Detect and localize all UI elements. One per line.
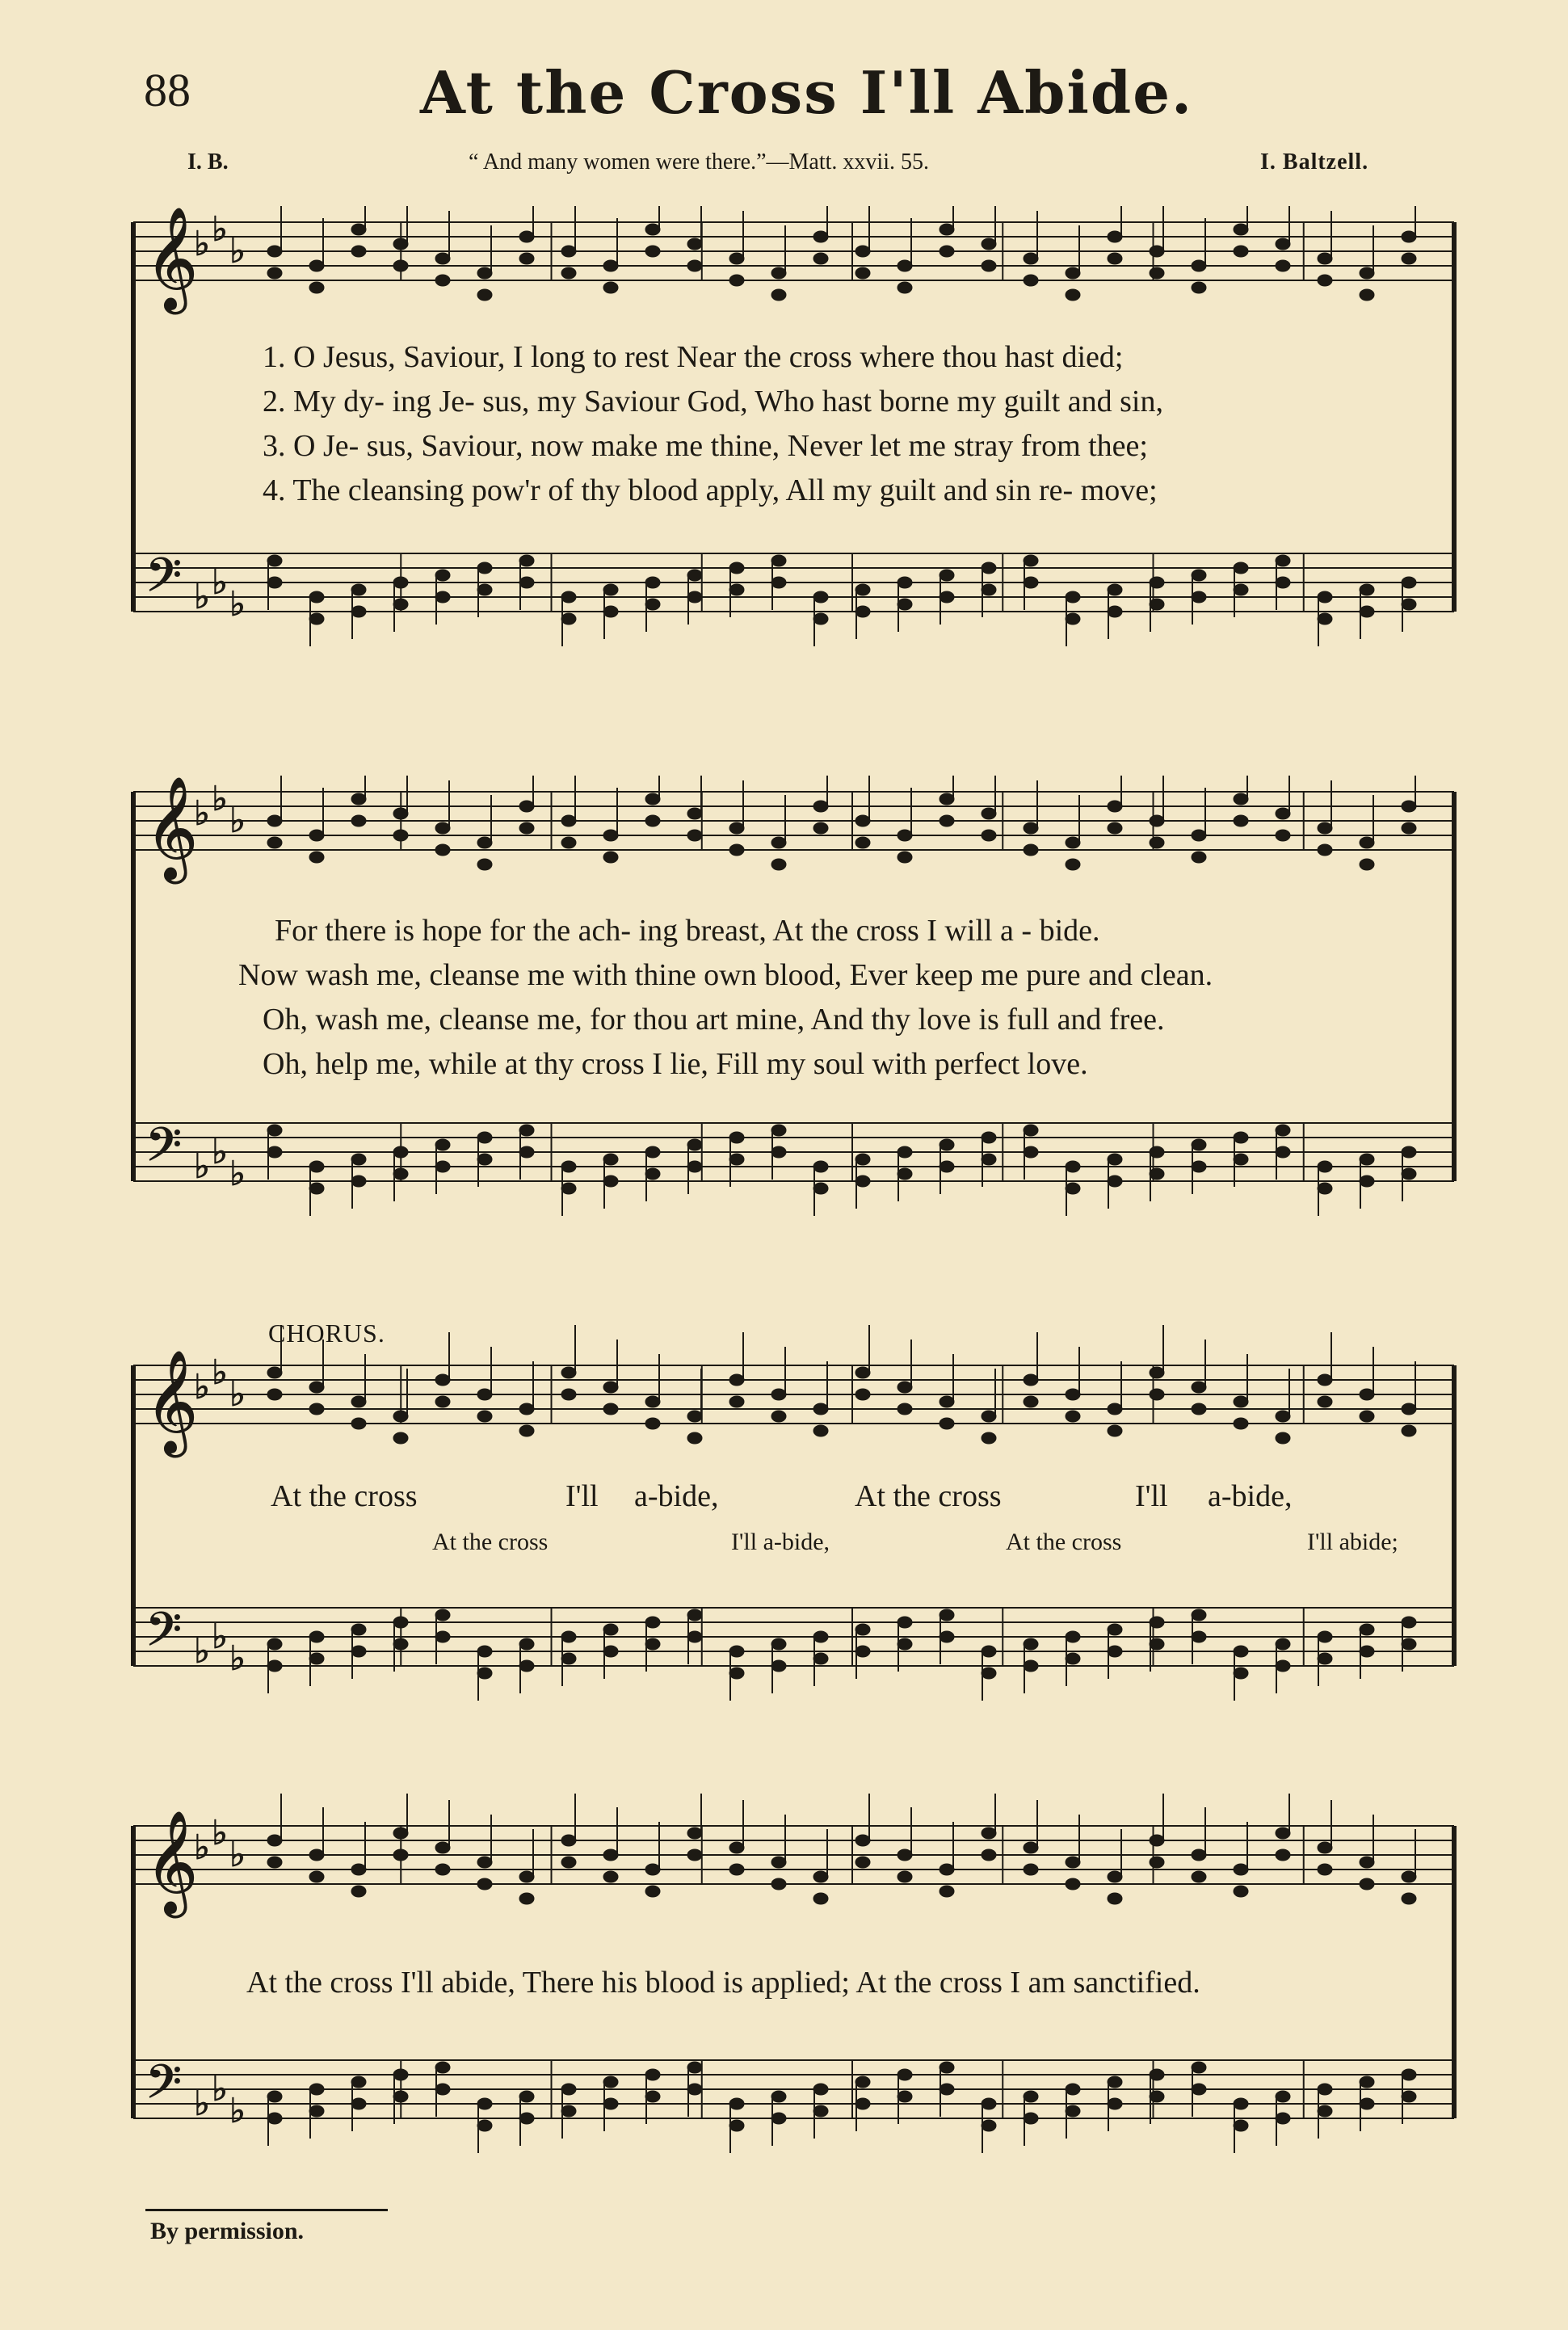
music-system-1 [113,206,1470,658]
page-number: 88 [144,64,191,116]
permission-note: By permission. [150,2218,305,2244]
svg-text:♭: ♭ [212,1352,228,1392]
svg-text:𝄢: 𝄢 [145,1602,183,1668]
chorus-word-2: I'll [565,1479,599,1513]
svg-text:♭: ♭ [194,1631,210,1671]
svg-text:𝄞: 𝄞 [145,1810,199,1913]
svg-text:♭: ♭ [212,1132,228,1171]
hymn-title: At the Cross I'll Abide. [420,58,1194,127]
svg-text:♭: ♭ [212,562,228,602]
verse-2-line-1: 2. My dy- ing Je- sus, my Saviour God, Who hast borne my guilt and sin, [263,385,1163,418]
verse-4-line-2: Oh, help me, while at thy cross I lie, Fill my soul with perfect love. [263,1047,1088,1081]
scripture-reference: “ And many women were there.”—Matt. xxvii. 55. [469,149,929,175]
verse-3-line-2: Oh, wash me, cleanse me, for thou art mine, And thy love is full and free. [263,1003,1165,1037]
chorus-label: CHORUS. [268,1319,385,1348]
svg-text:♭: ♭ [229,231,246,271]
svg-text:♭: ♭ [194,2084,210,2123]
svg-text:♭: ♭ [194,1827,210,1867]
svg-text:♭: ♭ [212,1813,228,1853]
svg-text:♭: ♭ [212,209,228,249]
chorus-line-2: At the cross I'll abide, There his blood is applied; At the cross I am sanctified. [246,1966,1200,2000]
svg-text:♭: ♭ [229,584,246,624]
svg-text:𝄞: 𝄞 [145,206,199,309]
chorus-word-3: a-bide, [634,1479,719,1513]
composer-name: I. Baltzell. [1260,149,1369,175]
chorus-echo-4: I'll abide; [1307,1529,1398,1555]
verse-2-line-2: Now wash me, cleanse me with thine own blood, Ever keep me pure and clean. [238,958,1213,992]
music-system-3-chorus [113,1319,1470,1713]
svg-text:♭: ♭ [229,2091,246,2130]
svg-text:♭: ♭ [194,1146,210,1186]
author-initials: I. B. [187,149,229,175]
svg-text:♭: ♭ [229,1154,246,1193]
svg-text:♭: ♭ [229,1638,246,1678]
music-system-4 [113,1794,1470,2181]
svg-text:♭: ♭ [194,1367,210,1407]
svg-text:♭: ♭ [229,1374,246,1414]
staff-lines [133,776,1454,1216]
svg-text:𝄢: 𝄢 [145,548,183,614]
chorus-echo-3: At the cross [1006,1529,1122,1555]
verse-1-line-1: 1. O Jesus, Saviour, I long to rest Near the cross where thou hast died; [263,340,1124,374]
svg-text:♭: ♭ [229,1835,246,1874]
staff-lines [133,206,1454,646]
chorus-echo-1: At the cross [432,1529,549,1555]
svg-text:♭: ♭ [194,793,210,833]
svg-text:♭: ♭ [229,801,246,840]
chorus-word-5: I'll [1135,1479,1168,1513]
chorus-word-6: a-bide, [1208,1479,1293,1513]
svg-text:𝄞: 𝄞 [145,1349,199,1453]
svg-text:♭: ♭ [212,779,228,818]
chorus-echo-2: I'll a-bide, [731,1529,830,1555]
chorus-word-1: At the cross [271,1479,418,1513]
svg-text:♭: ♭ [194,224,210,263]
staff-drawing-3 [113,1325,1470,1713]
chorus-word-4: At the cross [855,1479,1002,1513]
svg-text:♭: ♭ [212,1617,228,1656]
music-system-2 [113,776,1470,1228]
svg-text:♭: ♭ [212,2069,228,2109]
svg-text:𝄞: 𝄞 [145,776,199,879]
verse-4-line-1: 4. The cleansing pow'r of thy blood apply, All my guilt and sin re- move; [263,473,1158,507]
verse-1-line-2: For there is hope for the ach- ing breast, At the cross I will a - bide. [275,914,1100,948]
footer-rule [145,2209,388,2211]
svg-text:𝄢: 𝄢 [145,1117,183,1184]
verse-3-line-1: 3. O Je- sus, Saviour, now make me thine, Never let me stray from thee; [263,429,1148,463]
svg-text:♭: ♭ [194,577,210,616]
svg-text:𝄢: 𝄢 [145,2055,183,2121]
